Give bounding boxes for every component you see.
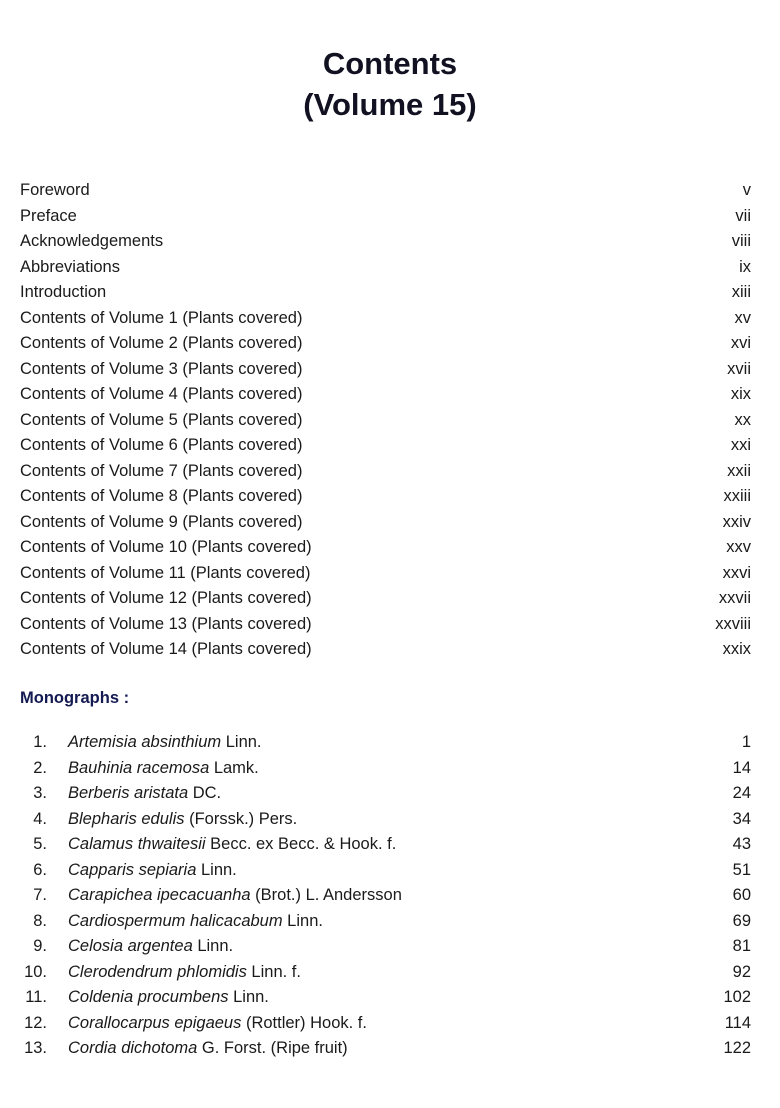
monograph-page: 114	[724, 1013, 751, 1032]
monograph-number: 3.	[33, 784, 47, 802]
toc-entry-label: Contents of Volume 12 (Plants covered)	[20, 589, 312, 607]
monograph-page: 14	[732, 758, 751, 777]
species-name: Calamus thwaitesii	[68, 835, 206, 853]
monograph-page: 1	[741, 733, 751, 751]
toc-entry-page: xxi	[730, 436, 751, 454]
toc-entry-page: xxiii	[723, 487, 751, 505]
monograph-number: 7.	[33, 886, 47, 904]
monograph-entry[interactable]	[20, 934, 751, 960]
monograph-entry[interactable]	[20, 985, 751, 1011]
species-name: Capparis sepiaria	[68, 860, 197, 879]
species-authority: DC.	[188, 784, 222, 802]
species-authority: (Brot.) L. Andersson	[250, 886, 402, 904]
toc-entry-page: xxv	[726, 538, 751, 556]
toc-entry[interactable]	[20, 229, 751, 255]
toc-entry[interactable]	[20, 204, 751, 230]
toc-entry-label: Introduction	[20, 283, 107, 301]
toc-entry[interactable]	[20, 510, 751, 536]
toc-entry-page: xx	[734, 410, 751, 429]
species-authority: Linn. f.	[246, 962, 301, 981]
monograph-entry[interactable]	[20, 858, 751, 884]
species-name: Coldenia procumbens	[68, 988, 229, 1006]
toc-entry[interactable]	[20, 280, 751, 306]
species-authority: G. Forst. (Ripe fruit)	[197, 1039, 348, 1057]
front-matter-list	[20, 178, 751, 663]
monograph-entry[interactable]	[20, 730, 751, 756]
monograph-number: 8.	[33, 911, 47, 930]
toc-entry[interactable]	[20, 357, 751, 383]
monograph-page: 60	[732, 886, 751, 904]
toc-entry-page: xv	[734, 308, 751, 327]
monograph-page: 34	[732, 809, 751, 828]
species-name: Clerodendrum phlomidis	[68, 962, 247, 981]
monograph-entry[interactable]	[20, 909, 751, 935]
toc-entry-label: Abbreviations	[20, 257, 120, 276]
toc-entry-label: Preface	[20, 206, 77, 225]
species-name: Cordia dichotoma	[68, 1039, 198, 1057]
toc-entry-label: Contents of Volume 13 (Plants covered)	[20, 614, 312, 633]
toc-entry-label: Contents of Volume 9 (Plants covered)	[20, 512, 303, 531]
species-name: Celosia argentea	[68, 937, 193, 955]
page-subtitle: (Volume 15)	[303, 87, 477, 122]
toc-entry-page: xxii	[727, 461, 751, 480]
toc-entry-page: v	[742, 181, 751, 199]
toc-entry[interactable]	[20, 561, 751, 587]
toc-entry-label: Acknowledgements	[20, 232, 164, 250]
species-name: Berberis aristata	[68, 784, 189, 802]
monograph-entry[interactable]	[20, 756, 751, 782]
monograph-page: 102	[723, 988, 751, 1006]
toc-entry-page: xvii	[727, 359, 751, 378]
species-authority: Lamk.	[209, 758, 259, 777]
toc-entry-page: xvi	[730, 334, 751, 352]
toc-entry-page: xxvi	[722, 563, 751, 582]
toc-entry-label: Contents of Volume 11 (Plants covered)	[20, 563, 311, 582]
page-title: Contents	[322, 46, 458, 81]
monograph-page: 24	[732, 784, 751, 802]
toc-entry-label: Contents of Volume 4 (Plants covered)	[20, 385, 303, 403]
monograph-number: 11.	[25, 988, 47, 1006]
toc-entry-label: Contents of Volume 5 (Plants covered)	[20, 410, 303, 429]
toc-entry-label: Contents of Volume 14 (Plants covered)	[20, 640, 312, 658]
monograph-number: 12.	[24, 1013, 47, 1032]
monograph-page: 51	[732, 860, 751, 879]
toc-entry[interactable]	[20, 408, 751, 434]
monograph-number: 4.	[33, 809, 47, 828]
monograph-number: 10.	[24, 962, 47, 981]
monograph-number: 2.	[33, 758, 47, 777]
monograph-entry[interactable]	[20, 807, 751, 833]
toc-entry-page: xxix	[722, 640, 751, 658]
toc-entry-label: Contents of Volume 8 (Plants covered)	[20, 487, 303, 505]
toc-entry-page: xxvii	[718, 589, 751, 607]
monograph-page: 69	[732, 911, 751, 930]
toc-entry-label: Contents of Volume 2 (Plants covered)	[20, 334, 303, 352]
species-authority: Linn.	[221, 733, 262, 751]
toc-entry-label: Contents of Volume 10 (Plants covered)	[20, 538, 312, 556]
toc-entry-label: Contents of Volume 6 (Plants covered)	[20, 436, 303, 454]
toc-entry[interactable]	[20, 612, 751, 638]
monograph-number: 5.	[33, 835, 47, 853]
species-authority: Linn.	[282, 911, 323, 930]
species-name: Cardiospermum halicacabum	[68, 911, 283, 930]
toc-entry-page: vii	[735, 206, 751, 225]
toc-entry[interactable]	[20, 459, 751, 485]
toc-entry[interactable]	[20, 535, 751, 561]
monograph-entry[interactable]	[20, 960, 751, 986]
toc-entry[interactable]	[20, 637, 751, 663]
monograph-number: 13.	[24, 1039, 47, 1057]
monograph-page: 43	[732, 835, 751, 853]
species-authority: Linn.	[228, 988, 269, 1006]
toc-entry[interactable]	[20, 433, 751, 459]
monograph-page: 122	[723, 1039, 751, 1057]
species-name: Blepharis edulis	[68, 809, 185, 828]
toc-entry-page: ix	[739, 257, 751, 276]
toc-entry-page: xxviii	[715, 614, 751, 633]
species-name: Bauhinia racemosa	[68, 758, 210, 777]
species-name: Corallocarpus epigaeus	[68, 1013, 242, 1032]
toc-entry-page: xiii	[731, 283, 751, 301]
monograph-entry[interactable]	[20, 1011, 751, 1037]
toc-entry[interactable]	[20, 178, 751, 204]
toc-entry-page: viii	[731, 232, 751, 250]
species-authority: (Forssk.) Pers.	[184, 809, 298, 828]
monograph-entry[interactable]	[20, 781, 751, 807]
monograph-number: 1.	[33, 733, 47, 751]
toc-entry[interactable]	[20, 586, 751, 612]
monograph-page: 92	[732, 962, 751, 981]
monograph-number: 9.	[33, 937, 47, 955]
toc-entry[interactable]	[20, 382, 751, 408]
toc-entry-page: xxiv	[722, 512, 751, 531]
toc-entry-label: Foreword	[20, 181, 90, 199]
species-authority: Linn.	[196, 860, 237, 879]
toc-entry-label: Contents of Volume 7 (Plants covered)	[20, 461, 303, 480]
monograph-entry[interactable]	[20, 832, 751, 858]
monograph-entry[interactable]	[20, 1036, 751, 1062]
toc-entry-label: Contents of Volume 3 (Plants covered)	[20, 359, 303, 378]
monograph-number: 6.	[33, 860, 47, 879]
toc-entry[interactable]	[20, 255, 751, 281]
species-name: Artemisia absinthium	[68, 733, 222, 751]
species-authority: Becc. ex Becc. & Hook. f.	[205, 835, 397, 853]
monographs-heading: Monographs :	[20, 689, 130, 707]
monographs-list	[20, 730, 751, 1062]
toc-entry-label: Contents of Volume 1 (Plants covered)	[20, 308, 303, 327]
monograph-page: 81	[732, 937, 751, 955]
toc-entry[interactable]	[20, 484, 751, 510]
species-authority: (Rottler) Hook. f.	[241, 1013, 367, 1032]
species-name: Carapichea ipecacuanha	[68, 886, 251, 904]
monograph-entry[interactable]	[20, 883, 751, 909]
toc-entry[interactable]	[20, 331, 751, 357]
species-authority: Linn.	[192, 937, 234, 955]
toc-entry[interactable]	[20, 306, 751, 332]
toc-entry-page: xix	[730, 385, 751, 403]
